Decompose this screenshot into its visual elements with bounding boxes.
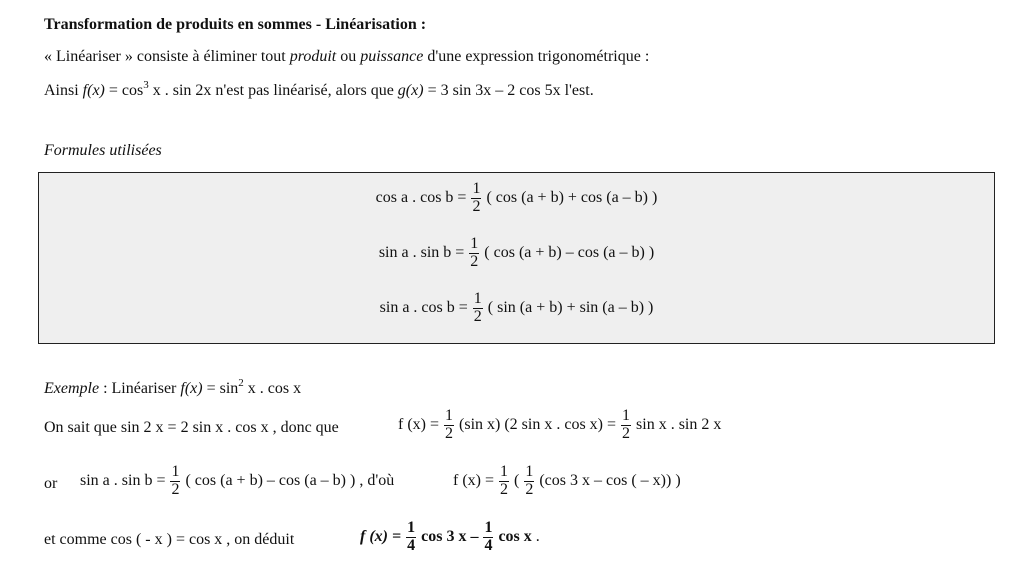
fraction-denominator: 2: [500, 480, 509, 498]
example-colon: : Linéariser: [99, 380, 181, 397]
fraction-denominator: 4: [407, 536, 416, 554]
conclusion-dot: .: [535, 527, 540, 545]
example-conclusion: [360, 520, 540, 555]
example-line-3-result: [453, 464, 681, 499]
example-line-3-expression: [80, 464, 394, 499]
intro-text-a: « Linéariser » consiste à éliminer tout: [44, 48, 290, 65]
intro-f-of-x: f(x): [82, 82, 105, 99]
intro-text-b: d'une expression trigonométrique :: [423, 48, 650, 65]
formula-sin-sin: [39, 236, 994, 271]
fraction: [471, 181, 481, 216]
fraction: [499, 464, 509, 499]
expr-end: sin x . sin 2 x: [632, 415, 722, 433]
intro-f-rest: x . sin 2x: [148, 82, 212, 99]
fraction-denominator: 2: [472, 197, 481, 215]
fraction: [473, 291, 483, 326]
formula-rhs: ( cos (a + b) – cos (a – b) ): [484, 243, 655, 261]
expr-f: f (x) =: [453, 471, 495, 489]
fraction-numerator: 1: [525, 463, 534, 480]
example-line-2-expression: [398, 408, 721, 443]
page-title: Transformation de produits en sommes - Linéarisation :: [44, 16, 427, 33]
fraction-denominator: 2: [473, 307, 482, 325]
conclusion-mid: cos 3 x –: [417, 527, 479, 545]
formula-lhs: cos a . cos b =: [375, 188, 467, 206]
intro-exponent: 3: [143, 79, 149, 91]
conclusion-end: cos x: [494, 527, 532, 545]
example-exponent: 2: [238, 377, 244, 389]
intro-produit: produit: [289, 48, 337, 65]
intro-ainsi: Ainsi: [44, 82, 83, 99]
formula-lhs: sin a . sin b =: [378, 243, 465, 261]
fraction-numerator: 1: [407, 519, 416, 536]
formula-lhs: sin a . cos b =: [379, 298, 468, 316]
intro-g-expr: = 3 sin 3x – 2 cos 5x: [423, 82, 561, 99]
example-rest: x . cos x: [243, 380, 302, 397]
fraction: [524, 464, 534, 499]
example-or: or: [44, 475, 58, 492]
fraction-denominator: 2: [622, 424, 631, 442]
example-f-of-x: f(x): [180, 380, 203, 397]
intro-line-1: [44, 48, 649, 66]
fraction-numerator: 1: [445, 407, 454, 424]
fraction-numerator: 1: [470, 235, 479, 252]
formula-rhs: ( sin (a + b) + sin (a – b) ): [487, 298, 654, 316]
fraction-denominator: 2: [445, 424, 454, 442]
example-line-2-text: On sait que sin 2 x = 2 sin x . cos x , donc que: [44, 419, 339, 436]
fraction-denominator: 2: [470, 252, 479, 270]
formulas-heading: Formules utilisées: [44, 142, 162, 159]
fraction: [170, 464, 180, 499]
fraction: [469, 236, 479, 271]
conclusion-f: f (x) =: [360, 527, 402, 545]
expr-f: f (x) =: [398, 415, 440, 433]
example-line-1: [44, 377, 301, 398]
intro-mid: n'est pas linéarisé, alors que: [211, 82, 398, 99]
fraction: [444, 408, 454, 443]
example-line-4-text: et comme cos ( - x ) = cos x , on déduit: [44, 531, 295, 548]
fraction-numerator: 1: [622, 407, 631, 424]
expr-end: (cos 3 x – cos ( – x)) ): [535, 471, 681, 489]
fraction-numerator: 1: [472, 180, 481, 197]
fraction: [621, 408, 631, 443]
formula-rhs: ( cos (a + b) + cos (a – b) ): [486, 188, 658, 206]
fraction-denominator: 2: [171, 480, 180, 498]
expr-mid: (sin x) (2 sin x . cos x) =: [455, 415, 617, 433]
expr-rhs: ( cos (a + b) – cos (a – b) ) , d'où: [181, 471, 395, 489]
fraction-denominator: 2: [525, 480, 534, 498]
intro-ou: ou: [336, 48, 361, 65]
fraction-numerator: 1: [500, 463, 509, 480]
fraction-denominator: 4: [484, 536, 493, 554]
intro-line-2: [44, 79, 594, 100]
formulas-box: [38, 172, 995, 344]
example-eq: = sin: [202, 380, 239, 397]
expr-formula: sin a . sin b =: [80, 471, 166, 489]
expr-paren: (: [510, 471, 520, 489]
fraction-numerator: 1: [473, 290, 482, 307]
intro-g-of-x: g(x): [397, 82, 424, 99]
fraction-numerator: 1: [171, 463, 180, 480]
fraction: [406, 520, 416, 555]
fraction-numerator: 1: [484, 519, 493, 536]
intro-end: l'est.: [560, 82, 594, 99]
formula-sin-cos: [39, 291, 994, 326]
formula-cos-cos: [39, 181, 994, 216]
fraction: [483, 520, 493, 555]
intro-f-eq: = cos: [104, 82, 144, 99]
example-label: Exemple: [44, 380, 100, 397]
intro-puissance: puissance: [360, 48, 424, 65]
